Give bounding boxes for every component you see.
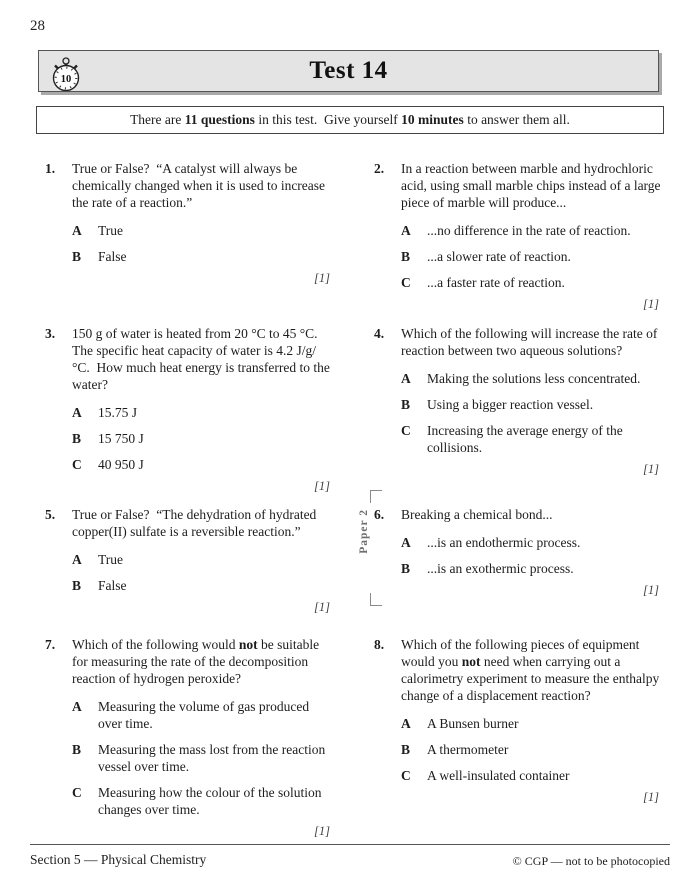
option-text: A thermometer <box>427 742 509 757</box>
options-list <box>72 551 332 594</box>
option-row <box>72 222 332 239</box>
mark-label: [1] <box>643 583 659 597</box>
option-row <box>401 715 661 732</box>
question-block-7 <box>45 636 332 840</box>
question-number: 5. <box>45 507 56 522</box>
question-block-1 <box>45 160 332 287</box>
question-number: 4. <box>374 326 385 341</box>
option-letter: A <box>72 405 82 420</box>
mark-label: [1] <box>643 297 659 311</box>
option-row <box>401 222 661 239</box>
option-text: Using a bigger reaction vessel. <box>427 397 594 412</box>
option-row <box>401 560 661 577</box>
options-list <box>72 222 332 265</box>
option-row <box>72 404 332 421</box>
option-text: 15 750 J <box>98 431 144 446</box>
option-text: Making the solutions less concentrated. <box>427 371 641 386</box>
options-list <box>401 370 661 456</box>
page-number: 28 <box>30 18 45 34</box>
option-text: True <box>98 223 124 238</box>
option-letter: B <box>72 578 82 593</box>
question-block-3 <box>45 325 332 495</box>
option-text: False <box>98 249 127 264</box>
option-letter: C <box>401 423 411 438</box>
option-row <box>72 430 332 447</box>
option-text: Measuring how the colour of the solution changes over time. <box>98 785 325 817</box>
option-text: ...is an exothermic process. <box>427 561 574 576</box>
option-text: False <box>98 578 127 593</box>
option-letter: A <box>401 716 411 731</box>
instruction-box <box>36 106 664 134</box>
mark-label: [1] <box>314 479 330 493</box>
option-letter: C <box>72 785 82 800</box>
option-text: ...a faster rate of reaction. <box>427 275 565 290</box>
footer-divider <box>30 844 670 845</box>
instruction-text: There are 11 questions in this test. Give yourself 10 minutes to answer them all. <box>130 112 570 127</box>
option-row <box>401 767 661 784</box>
question-block-4 <box>374 325 661 478</box>
option-letter: B <box>401 561 411 576</box>
question-text: Breaking a chemical bond... <box>401 507 553 522</box>
option-row <box>401 396 661 413</box>
mark-label: [1] <box>314 271 330 285</box>
option-letter: B <box>401 742 411 757</box>
option-letter: A <box>72 223 82 238</box>
question-block-5 <box>45 506 332 616</box>
question-number: 1. <box>45 161 56 176</box>
option-row <box>401 534 661 551</box>
question-block-2 <box>374 160 664 313</box>
option-letter: B <box>72 431 82 446</box>
question-text: 150 g of water is heated from 20 °C to 45 °C. The specific heat capacity of water is 4.2 J/g/°C. How much heat energy is transferred to the water? <box>72 326 334 392</box>
question-block-6 <box>374 506 661 599</box>
stopwatch-icon <box>48 53 84 98</box>
option-text: Measuring the mass lost from the reaction vessel over time. <box>98 742 329 774</box>
question-text: Which of the following would not be suitable for measuring the rate of the decomposition reaction of hydrogen peroxide? <box>72 637 323 686</box>
options-list <box>72 698 332 818</box>
test-title-bar <box>38 50 659 92</box>
bracket-top-icon <box>370 490 382 503</box>
svg-text:10: 10 <box>60 74 72 85</box>
option-text: Measuring the volume of gas produced over time. <box>98 699 313 731</box>
question-number: 2. <box>374 161 385 176</box>
question-text: True or False? “The dehydration of hydrated copper(II) sulfate is a reversible reaction.” <box>72 507 320 539</box>
option-letter: B <box>72 249 82 264</box>
option-letter: B <box>72 742 82 757</box>
option-row <box>401 741 661 758</box>
options-list <box>72 404 332 473</box>
question-number: 6. <box>374 507 385 522</box>
option-row <box>72 456 332 473</box>
question-text: In a reaction between marble and hydrochloric acid, using small marble chips instead of a large piece of marble will produce... <box>401 161 664 210</box>
option-row <box>401 370 661 387</box>
mark-label: [1] <box>314 824 330 838</box>
question-text: True or False? “A catalyst will always be chemically changed when it is used to increase the rate of a reaction.” <box>72 161 329 210</box>
footer-copyright: © CGP — not to be photocopied <box>512 854 670 868</box>
option-text: 15.75 J <box>98 405 138 420</box>
option-letter: B <box>401 397 411 412</box>
option-row <box>72 577 332 594</box>
option-row <box>72 784 332 818</box>
mark-label: [1] <box>314 600 330 614</box>
question-text: Which of the following will increase the rate of reaction between two aqueous solutions? <box>401 326 661 358</box>
question-number: 8. <box>374 637 385 652</box>
paper-label: Paper 2 <box>358 509 370 554</box>
question-text: Which of the following pieces of equipment would you not need when carrying out a calorimetry experiment to measure the enthalpy change of a displacement reaction? <box>401 637 663 703</box>
option-letter: C <box>401 768 411 783</box>
options-list <box>401 715 661 784</box>
footer-section-label: Section 5 — Physical Chemistry <box>30 852 207 867</box>
question-number: 3. <box>45 326 56 341</box>
option-text: Increasing the average energy of the collisions. <box>427 423 627 455</box>
option-row <box>401 248 661 265</box>
question-number: 7. <box>45 637 56 652</box>
mark-label: [1] <box>643 790 659 804</box>
option-text: ...a slower rate of reaction. <box>427 249 571 264</box>
option-letter: A <box>401 223 411 238</box>
option-letter: C <box>72 457 82 472</box>
options-list <box>401 222 661 291</box>
option-letter: A <box>72 699 82 714</box>
mark-label: [1] <box>643 462 659 476</box>
option-text: A Bunsen burner <box>427 716 519 731</box>
option-text: 40 950 J <box>98 457 144 472</box>
option-text: ...is an endothermic process. <box>427 535 581 550</box>
test-title: Test 14 <box>309 57 388 84</box>
option-letter: A <box>72 552 82 567</box>
option-row <box>72 551 332 568</box>
option-row <box>401 274 661 291</box>
option-row <box>72 741 332 775</box>
option-letter: B <box>401 249 411 264</box>
option-text: True <box>98 552 124 567</box>
options-list <box>401 534 661 577</box>
option-row <box>401 422 661 456</box>
option-text: ...no difference in the rate of reaction. <box>427 223 631 238</box>
question-block-8 <box>374 636 661 806</box>
option-text: A well-insulated container <box>427 768 570 783</box>
option-letter: C <box>401 275 411 290</box>
option-letter: A <box>401 371 411 386</box>
option-row <box>72 248 332 265</box>
option-row <box>72 698 332 732</box>
option-letter: A <box>401 535 411 550</box>
